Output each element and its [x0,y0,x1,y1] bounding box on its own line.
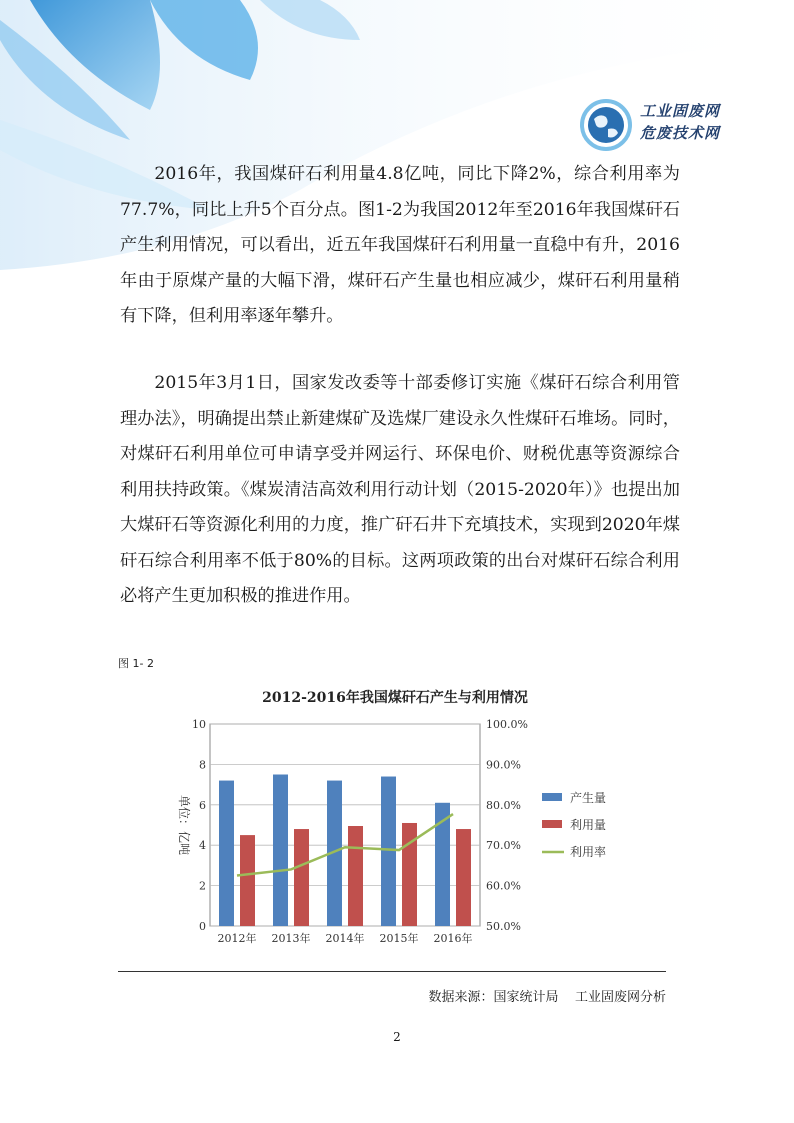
chart-title: 2012-2016年我国煤矸石产生与利用情况 [262,690,528,706]
legend-label: 利用量 [570,818,607,832]
y-tick-label: 4 [199,839,206,853]
y-tick-label: 2 [199,879,206,893]
bar-utilized [294,829,309,926]
bar-utilized [348,826,363,926]
y-tick-label: 8 [199,758,206,772]
bar-utilized [240,835,255,926]
paragraph-2: 2015年3月1日，国家发改委等十部委修订实施《煤矸石综合利用管理办法》，明确提出禁止新建煤矿及选煤厂建设永久性煤矸石堆场。同时，对煤矸石利用单位可申请享受并网运行、环保电价、财税优惠等资源综合利用扶持政策。《煤炭清洁高效利用行动计划（2015-2020年）》也提出加大煤矸石等资源化利用的力度，推广矸石井下充填技术，实现到2020年煤矸石综合利用率不低于80%的目标。这两项政策的出台对煤矸石综合利用必将产生更加积极的推进作用。 [120,373,680,606]
coal-gangue-chart [150,680,640,960]
y2-tick-label: 80.0% [486,798,521,812]
brand-logo-text [640,100,720,144]
y2-tick-label: 70.0% [486,839,521,853]
x-tick-label: 2013年 [271,932,311,945]
y-axis-label: 单位：亿吨 [177,794,191,856]
y2-tick-label: 50.0% [486,920,521,933]
x-tick-label: 2012年 [217,932,257,945]
x-tick-label: 2014年 [325,932,365,945]
x-tick-label: 2015年 [379,932,419,945]
legend-label: 利用率 [570,845,607,859]
bar-produced [381,777,396,926]
source-note: 数据来源：国家统计局 工业固废网分析 [428,990,666,1005]
paragraph-1: 2016年，我国煤矸石利用量4.8亿吨，同比下降2%，综合利用率为77.7%，同比上升5个百分点。图1-2为我国2012年至2016年我国煤矸石产生利用情况，可以看出，近五年我国煤矸石利用量一直稳中有升，2016年由于原煤产量的大幅下滑，煤矸石产生量也相应减少，煤矸石利用量稍有下降，但利用率逐年攀升。 [120,164,680,326]
y2-tick-label: 60.0% [486,879,521,893]
figure-label: 图 1- 2 [118,657,154,670]
legend-swatch [542,820,562,828]
divider [118,971,666,972]
y2-tick-label: 90.0% [486,758,521,772]
legend-label: 产生量 [570,791,607,805]
y-tick-label: 0 [199,920,206,933]
page-number: 2 [393,1030,401,1044]
y2-tick-label: 100.0% [486,718,528,731]
x-tick-label: 2016年 [433,932,473,945]
bar-utilized [456,829,471,926]
legend-swatch [542,793,562,801]
bar-produced [273,775,288,927]
y-tick-label: 10 [192,718,206,731]
bar-produced [219,781,234,926]
brand-line-2: 危废技术网 [640,124,721,142]
brand-line-1: 工业固废网 [640,102,721,120]
y-tick-label: 6 [199,798,206,812]
line-utilization-rate [237,814,453,875]
